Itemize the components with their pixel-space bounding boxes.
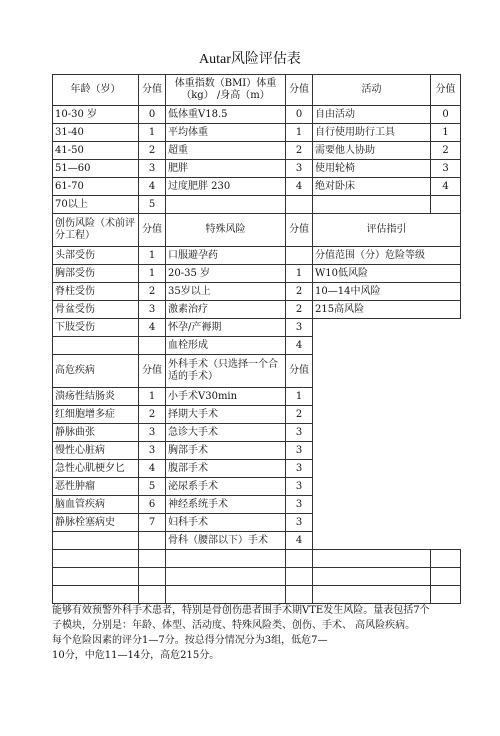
score-cell: 3: [139, 160, 166, 178]
surgery-cell: 小手术V30min: [166, 388, 286, 406]
empty-row: [53, 586, 461, 604]
header-trauma: 创伤风险（术前评分工程）: [53, 214, 139, 247]
score-cell: 3: [286, 160, 313, 178]
activity-cell: 自行使用助行工具: [313, 124, 431, 142]
disease-cell: 脑血管疾病: [53, 496, 139, 514]
age-cell: 10-30 岁: [53, 106, 139, 124]
empty-cell: [431, 586, 461, 604]
score-cell: 4: [139, 319, 166, 337]
score-cell: 3: [139, 424, 166, 442]
score-cell: 3: [286, 442, 313, 460]
score-cell: 3: [286, 514, 313, 532]
empty-cell: [166, 550, 286, 568]
score-cell: 0: [286, 106, 313, 124]
section-header-row: [53, 214, 461, 247]
header-bmi: 体重指数（BMI）体重（kg） /身高（m）: [166, 75, 286, 106]
header-score: 分值: [431, 75, 461, 106]
header-age: 年龄（岁）: [53, 75, 139, 106]
bmi-cell: 肥胖: [166, 160, 286, 178]
age-cell: 51—60: [53, 160, 139, 178]
score-cell: 4: [286, 532, 313, 550]
guide-cell: 215高风险: [313, 301, 461, 319]
score-cell: 3: [286, 496, 313, 514]
score-cell: 1: [286, 388, 313, 406]
empty-cell: [286, 550, 313, 568]
page-title: Autar风险评估表: [199, 52, 301, 67]
score-cell: 1: [286, 265, 313, 283]
header-special-risk: 特殊风险: [166, 214, 286, 247]
description-line: 能够有效预警外科手术患者，特别是骨创伤患者围手术期VTE发生风险。量表包括7个: [52, 605, 430, 616]
age-cell: 61-70: [53, 178, 139, 196]
guide-cell: 分值范围（分）危险等级: [313, 247, 461, 265]
bmi-cell: 低体重V18.5: [166, 106, 286, 124]
score-cell: 3: [139, 301, 166, 319]
empty-cell: [53, 337, 139, 355]
empty-row: [53, 568, 461, 586]
score-cell: 2: [286, 283, 313, 301]
table-row: [53, 178, 461, 196]
trauma-cell: 胸部受伤: [53, 265, 139, 283]
description-paragraph: [52, 603, 462, 663]
table-row: [53, 196, 461, 214]
table-row: [53, 301, 461, 319]
description-line: 10分，中危11—14分，高危215分。: [52, 650, 220, 661]
score-cell: 0: [431, 106, 461, 124]
score-cell: 1: [139, 247, 166, 265]
bmi-cell: 超重: [166, 142, 286, 160]
header-activity: 活动: [313, 75, 431, 106]
empty-cell: [286, 586, 313, 604]
table-row: [53, 160, 461, 178]
surgery-cell: 腹部手术: [166, 460, 286, 478]
empty-cell: [139, 550, 166, 568]
empty-cell: [431, 196, 461, 214]
special-risk-cell: 怀孕/产褥期: [166, 319, 286, 337]
score-cell: 3: [286, 319, 313, 337]
surgery-cell: 神经系统手术: [166, 496, 286, 514]
score-cell: 3: [286, 460, 313, 478]
score-cell: 1: [139, 265, 166, 283]
table-row: [53, 265, 461, 283]
empty-cell: [431, 568, 461, 586]
score-cell: 3: [431, 160, 461, 178]
score-cell: 3: [286, 478, 313, 496]
empty-cell: [166, 568, 286, 586]
header-guide: 评估指引: [313, 214, 461, 247]
activity-cell: 绝对卧床: [313, 178, 431, 196]
score-cell: 5: [139, 478, 166, 496]
header-score: 分值: [286, 355, 313, 388]
trauma-cell: 下肢受伤: [53, 319, 139, 337]
empty-cell: [286, 196, 313, 214]
special-risk-cell: 口服避孕药: [166, 247, 286, 265]
score-cell: 7: [139, 514, 166, 532]
autar-risk-table: [52, 74, 461, 604]
score-cell: 2: [431, 142, 461, 160]
empty-cell: [313, 196, 431, 214]
description-line: 子模块，分别是：年龄、体型、活动度、特殊风险类、创伤、手术、 高风险疾病。: [52, 620, 416, 631]
empty-cell: [53, 568, 139, 586]
score-cell: 6: [139, 496, 166, 514]
table-row: [53, 319, 461, 337]
empty-cell: [139, 337, 166, 355]
activity-cell: 自由活动: [313, 106, 431, 124]
trauma-cell: 头部受伤: [53, 247, 139, 265]
table-row: [53, 283, 461, 301]
guide-cell: W10低风险: [313, 265, 461, 283]
score-cell: 2: [139, 142, 166, 160]
score-cell: 0: [139, 106, 166, 124]
empty-cell: [286, 568, 313, 586]
special-risk-cell: 血栓形成: [166, 337, 286, 355]
disease-cell: 慢性心脏病: [53, 442, 139, 460]
guide-cell: 10—14中风险: [313, 283, 461, 301]
header-score: 分值: [139, 75, 166, 106]
disease-cell: 急性心肌梗夕匕: [53, 460, 139, 478]
trauma-cell: 脊柱受伤: [53, 283, 139, 301]
score-cell: 2: [286, 406, 313, 424]
empty-cell: [139, 532, 166, 550]
description-line: 每个危险因素的评分1—7分。按总得分情况分为3组，低危7—: [52, 635, 328, 646]
score-cell: 4: [286, 178, 313, 196]
empty-cell: [313, 586, 431, 604]
table-header-row: [53, 75, 461, 106]
empty-cell: [313, 550, 431, 568]
score-cell: 4: [139, 178, 166, 196]
empty-cell: [166, 586, 286, 604]
score-cell: 1: [139, 388, 166, 406]
age-cell: 41-50: [53, 142, 139, 160]
empty-cell: [431, 550, 461, 568]
header-score: 分值: [286, 214, 313, 247]
header-surgery: 外科手术（只选择一个合 适的手术）: [166, 355, 286, 388]
empty-cell: [139, 568, 166, 586]
disease-cell: 静脉栓塞病史: [53, 514, 139, 532]
special-risk-cell: 20-35 岁: [166, 265, 286, 283]
empty-cell: [166, 196, 286, 214]
special-risk-cell: 35岁以上: [166, 283, 286, 301]
surgery-cell: 泌尿系手术: [166, 478, 286, 496]
score-cell: 1: [139, 124, 166, 142]
score-cell: 3: [286, 424, 313, 442]
score-cell: 1: [286, 124, 313, 142]
table-row: [53, 247, 461, 265]
surgery-cell: 骨科（腰部以下）手术: [166, 532, 286, 550]
surgery-cell: 胸部手术: [166, 442, 286, 460]
score-cell: 4: [139, 460, 166, 478]
score-cell: 2: [286, 301, 313, 319]
empty-cell: [139, 586, 166, 604]
score-cell: [286, 247, 313, 265]
score-cell: 2: [286, 142, 313, 160]
activity-cell: 使用轮椅: [313, 160, 431, 178]
header-score: 分值: [139, 214, 166, 247]
score-cell: 4: [286, 337, 313, 355]
score-cell: 3: [139, 442, 166, 460]
table-row: [53, 124, 461, 142]
trauma-cell: 骨盆受伤: [53, 301, 139, 319]
table-row: [53, 106, 461, 124]
header-score: 分值: [286, 75, 313, 106]
bmi-cell: 过度肥胖 230: [166, 178, 286, 196]
bmi-cell: 平均体重: [166, 124, 286, 142]
age-cell: 70以上: [53, 196, 139, 214]
header-score: 分值: [139, 355, 166, 388]
score-cell: 4: [431, 178, 461, 196]
activity-cell: 需要他人协助: [313, 142, 431, 160]
score-cell: 2: [139, 283, 166, 301]
empty-cell: [53, 532, 139, 550]
empty-cell: [53, 550, 139, 568]
surgery-cell: 急诊大手术: [166, 424, 286, 442]
special-risk-cell: 激素治疗: [166, 301, 286, 319]
score-cell: 1: [431, 124, 461, 142]
empty-region: [313, 319, 461, 550]
surgery-cell: 妇科手术: [166, 514, 286, 532]
score-cell: 5: [139, 196, 166, 214]
table-row: [53, 142, 461, 160]
disease-cell: 溃疡性结肠炎: [53, 388, 139, 406]
age-cell: 31-40: [53, 124, 139, 142]
disease-cell: 静脉曲张: [53, 424, 139, 442]
disease-cell: 恶性肿瘤: [53, 478, 139, 496]
header-disease: 高危疾病: [53, 355, 139, 388]
surgery-cell: 择期大手术: [166, 406, 286, 424]
empty-row: [53, 550, 461, 568]
empty-cell: [53, 586, 139, 604]
empty-cell: [313, 568, 431, 586]
score-cell: 2: [139, 406, 166, 424]
disease-cell: 红细胞增多症: [53, 406, 139, 424]
